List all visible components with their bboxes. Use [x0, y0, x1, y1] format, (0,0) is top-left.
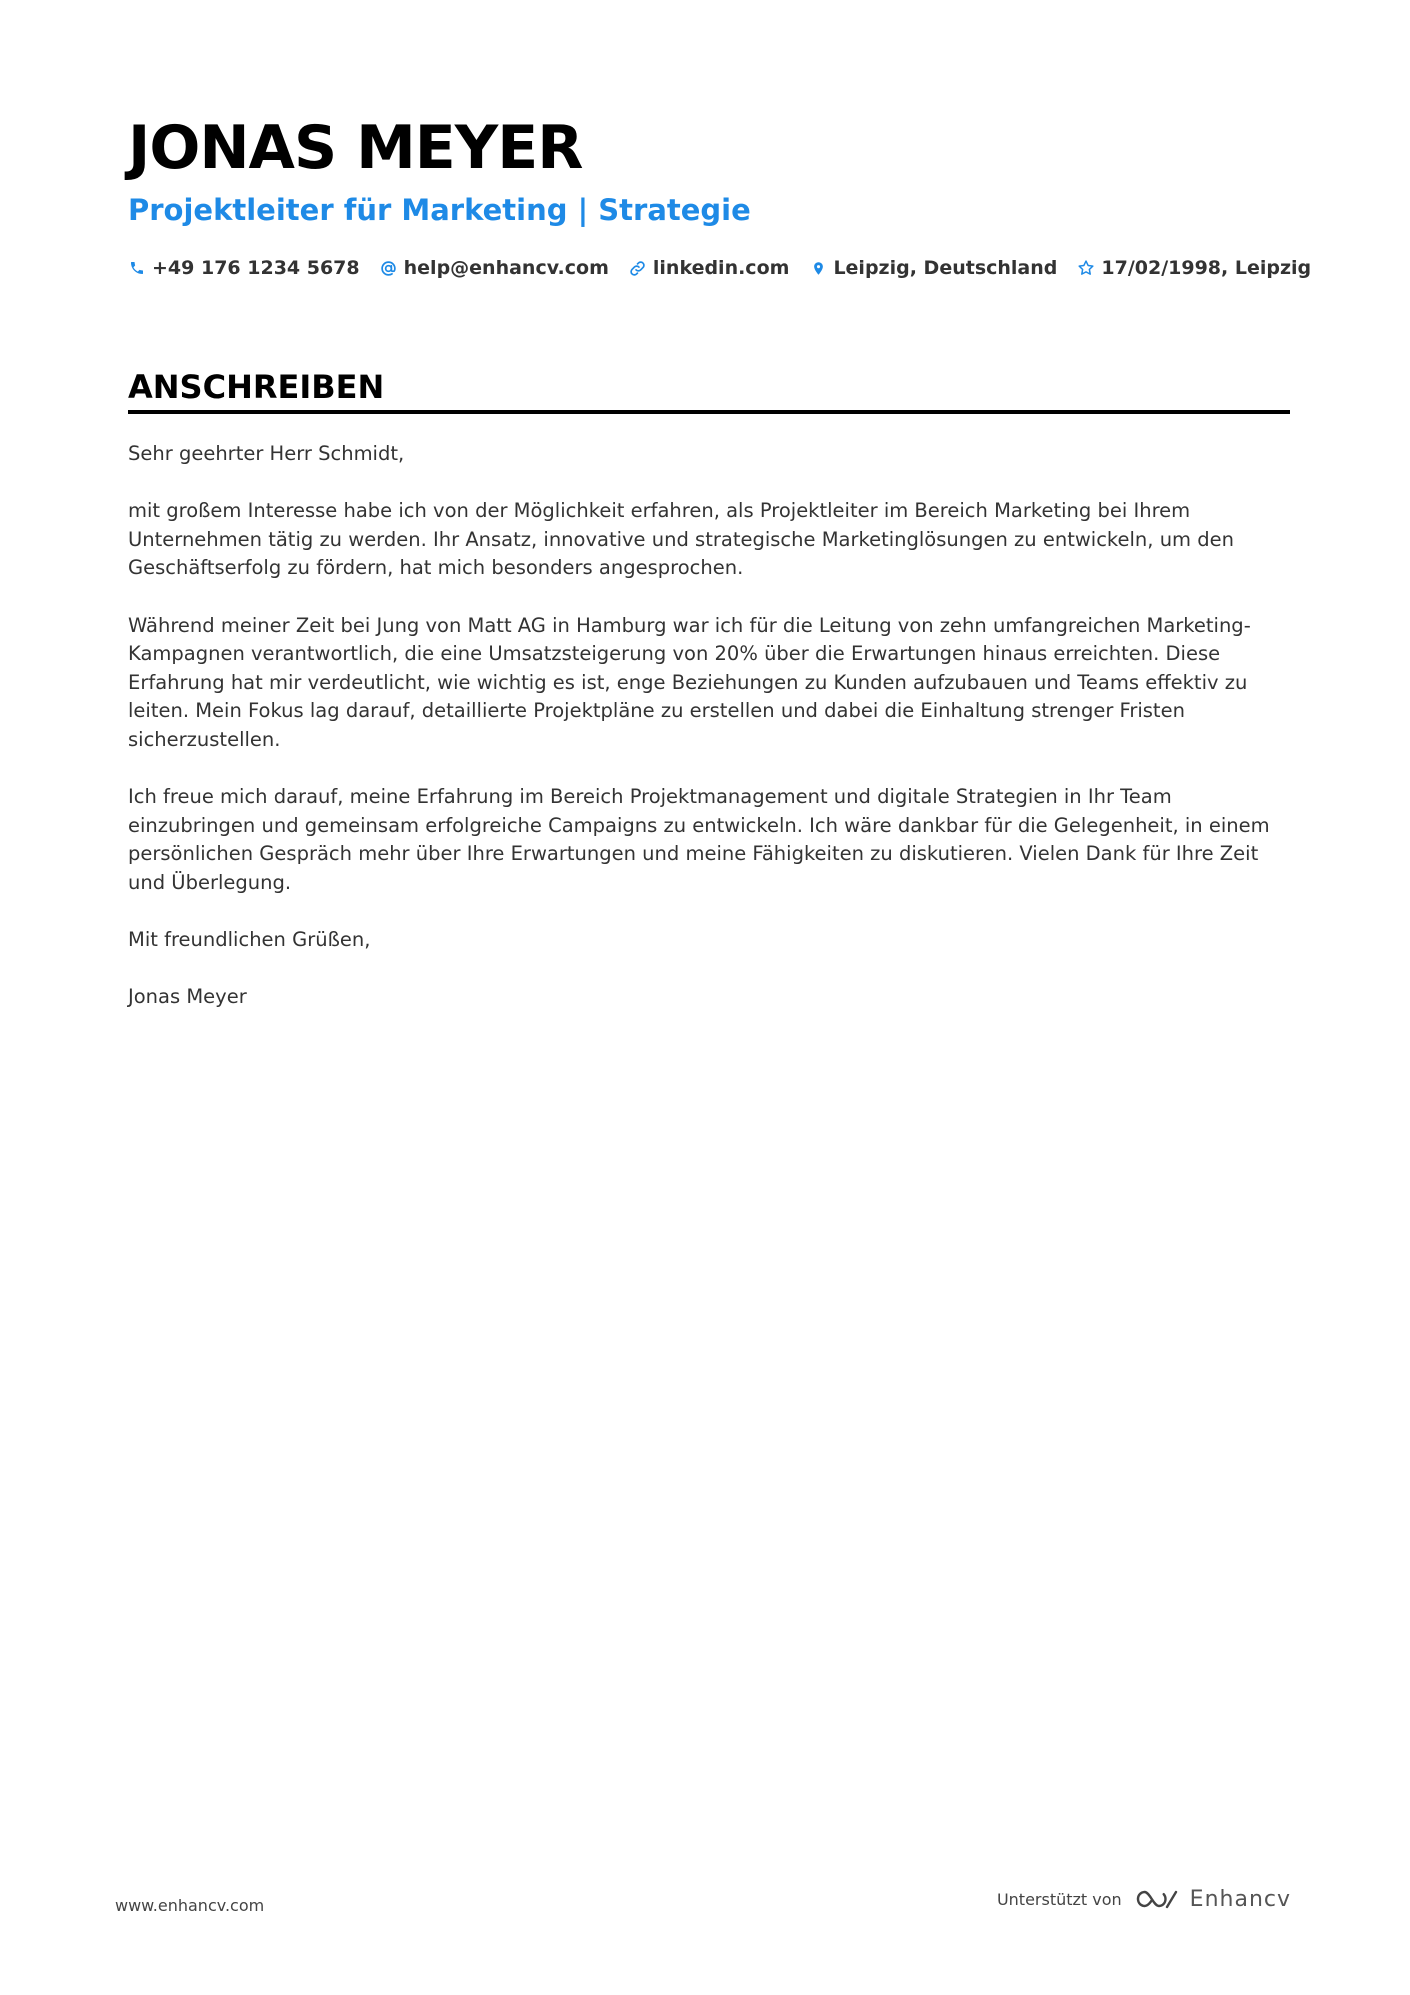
- contact-bar: [128, 253, 1331, 283]
- letter-body: [128, 440, 1290, 1040]
- contact-phone[interactable]: [128, 253, 360, 283]
- at-icon: [380, 259, 398, 277]
- star-icon: [1077, 259, 1095, 277]
- applicant-name: JONAS MEYER: [128, 113, 583, 183]
- letter-paragraph: Während meiner Zeit bei Jung von Matt AG in Hamburg war ich für die Leitung von zehn umfangreichen Marketing-Kampagnen verantwortlich, die eine Umsatzsteigerung von 20% über die Erwartungen hinaus erreichten. Diese Erfahrung hat mir verdeutlicht, wie wichtig es ist, enge Beziehungen zu Kunden aufzubauen und Teams effektiv zu leiten. Mein Fokus lag darauf, detaillierte Projektpläne zu erstellen und dabei die Einhaltung strenger Fristen sicherzustellen.: [128, 613, 1251, 751]
- footer-website-link[interactable]: www.enhancv.com: [115, 1896, 265, 1915]
- contact-email-text: help@enhancv.com: [403, 257, 609, 279]
- section-divider: [128, 410, 1290, 414]
- footer-branding: [997, 1886, 1291, 1912]
- letter-signature: Jonas Meyer: [128, 985, 247, 1009]
- location-pin-icon: [809, 259, 827, 277]
- contact-birth: [1077, 253, 1311, 283]
- link-icon: [629, 259, 647, 277]
- contact-linkedin-text: linkedin.com: [652, 257, 790, 279]
- letter-paragraph: Ich freue mich darauf, meine Erfahrung im Bereich Projektmanagement und digitale Strategien in Ihr Team einzubringen und gemeinsam erfolgreiche Campaigns zu entwickeln. Ich wäre dankbar für die Gelegenheit, in einem persönlichen Gespräch mehr über Ihre Erwartungen und meine Fähigkeiten zu diskutieren. Vielen Dank für Ihre Zeit und Überlegung.: [128, 785, 1270, 894]
- letter-paragraph: mit großem Interesse habe ich von der Möglichkeit erfahren, als Projektleiter im Bereich Marketing bei Ihrem Unternehmen tätig zu werden. Ihr Ansatz, innovative und strategische Marketinglösungen zu entwickeln, um den Geschäftserfolg zu fördern, hat mich besonders angesprochen.: [128, 499, 1234, 580]
- letter-closing: Mit freundlichen Grüßen,: [128, 928, 371, 952]
- phone-icon: [128, 259, 146, 277]
- applicant-headline: Projektleiter für Marketing | Strategie: [128, 193, 751, 227]
- enhancv-logo-text: Enhancv: [1189, 1886, 1291, 1912]
- contact-birth-text: 17/02/1998, Leipzig: [1101, 257, 1312, 279]
- contact-location-text: Leipzig, Deutschland: [833, 257, 1058, 279]
- letter-salutation: Sehr geehrter Herr Schmidt,: [128, 442, 405, 465]
- contact-linkedin[interactable]: [629, 253, 790, 283]
- section-title: ANSCHREIBEN: [128, 368, 385, 406]
- contact-location: [809, 253, 1057, 283]
- powered-by-label: Unterstützt von: [996, 1889, 1122, 1909]
- contact-phone-text: +49 176 1234 5678: [152, 257, 360, 279]
- enhancv-logo-icon: [1134, 1886, 1180, 1912]
- contact-email[interactable]: [380, 253, 609, 283]
